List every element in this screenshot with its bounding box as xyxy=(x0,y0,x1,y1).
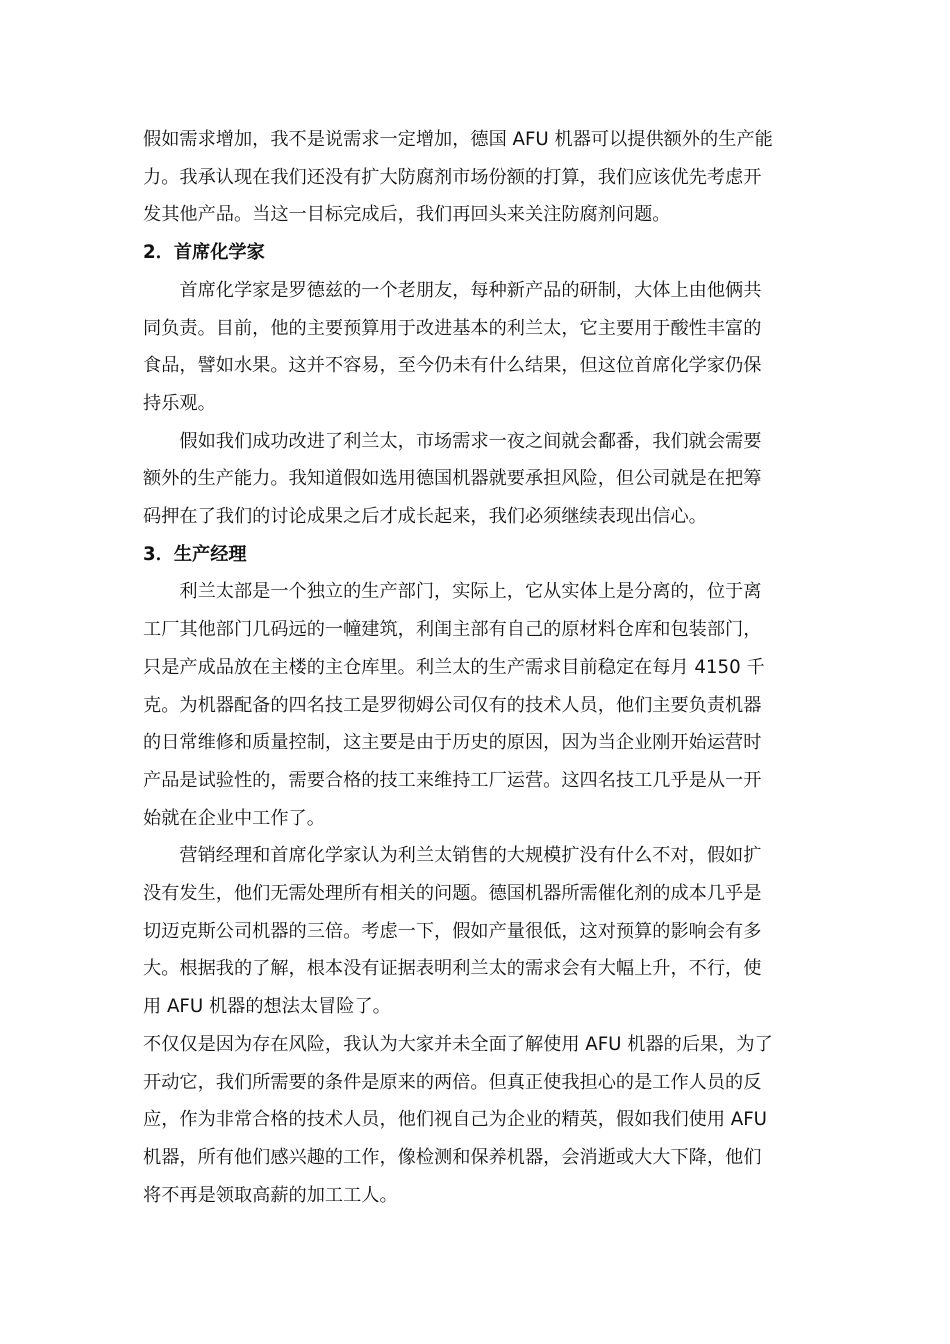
paragraph-demand-increase: 假如需求增加，我不是说需求一定增加，德国 AFU 机器可以提供额外的生产能 力。我承认现在我们还没有扩大防腐剂市场份额的打算，我们应该优先考虑开 发其他产品。当这一目标完成后，我们再回头来关注防腐剂问题。 xyxy=(143,129,773,226)
paragraph-improvement: 假如我们成功改进了利兰太，市场需求一夜之间就会鄱番，我们就会需要 额外的生产能力。我知道假如选用德国机器就要承担风险，但公司就是在把筹 码押在了我们的讨论成果之后才成长起来，我们必须继续表现出信心。 xyxy=(143,430,762,528)
paragraph-marketing-opinion: 营销经理和首席化学家认为利兰太销售的大规模扩没有什么不对，假如扩 没有发生，他们无需处理所有相关的问题。德国机器所需催化剂的成本几乎是 切迈克斯公司机器的三倍。考虑一下，假如产量很低，这对预算的影响会有多 大。根据我的了解，根本没有证据表明利兰太的需求会有大幅上升，不行，使 用 AFU 机器的想法太冒险了。 xyxy=(143,845,762,1018)
paragraph-production-department: 利兰太部是一个独立的生产部门，实际上，它从实体上是分离的，位于离 工厂其他部门几码远的一幢建筑，利闺主部有自己的原材料仓库和包装部门， 只是产成品放在主楼的主仓库里。利兰太的生产需求目前稳定在每月 4150 千 克。为机器配备的四名技工是罗彻姆公司仅有的技术人员，他们主要负责机器 的日常维修和质量控制，这主要是由于历史的原因，因为当企业刚开始运营时 产品是试验性的，需要合格的技工来维持工厂运营。这四名技工几乎是从一开 始就在企业中工作了。 xyxy=(143,581,765,829)
paragraph-staff-concern: 不仅仅是因为存在风险，我认为大家并未全面了解使用 AFU 机器的后果，为了 开动它，我们所需要的条件是原来的两倍。但真正使我担心的是工作人员的反 应，作为非常合格的技术人员，他们视自己为企业的精英，假如我们使用 AFU 机器，所有他们感兴趣的工作，像检测和保养机器，会消逝或大大下降，他们 将不再是领取高薪的加工工人。 xyxy=(143,1033,773,1206)
document-body xyxy=(143,121,807,1214)
section-heading-production-manager: 3．生产经理 xyxy=(143,543,247,565)
paragraph-chief-chemist: 首席化学家是罗德兹的一个老朋友，每种新产品的研制，大体上由他俩共 同负责。目前，他的主要预算用于改进基本的利兰太，它主要用于酸性丰富的 食品，譬如水果。这并不容易，至今仍未有什么结果，但这位首席化学家仍保 持乐观。 xyxy=(143,279,762,414)
section-heading-chief-chemist: 2．首席化学家 xyxy=(143,242,265,264)
